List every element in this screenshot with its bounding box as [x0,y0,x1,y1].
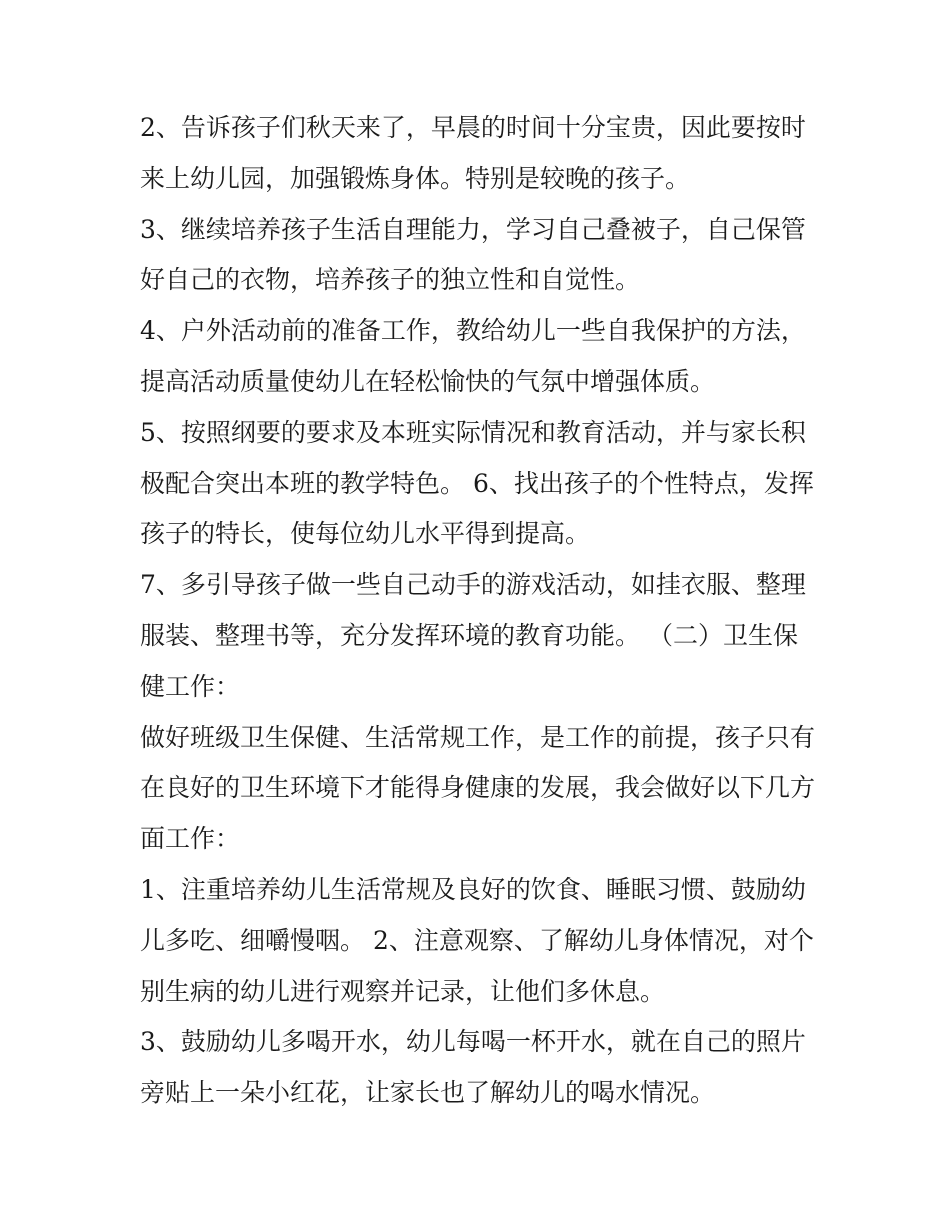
text-line: 在良好的卫生环境下才能得身健康的发展，我会做好以下几方 [140,773,816,803]
paragraph-item-7 [140,560,820,712]
text-line: 服装、整理书等，充分发挥环境的教育功能。 （二）卫生保 [140,620,798,650]
paragraph-health-intro [140,713,820,865]
text-line: 极配合突出本班的教学特色。 6、找出孩子的个性特点，发挥 [140,468,814,498]
paragraph-item-3 [140,205,820,307]
paragraph-health-item-3 [140,1017,820,1119]
text-line: 1、注重培养幼儿生活常规及良好的饮食、睡眠习惯、鼓励幼 [140,874,806,904]
paragraph-item-2 [140,103,820,205]
text-line: 5、按照纲要的要求及本班实际情况和教育活动，并与家长积 [140,417,806,447]
paragraph-health-item-1-2 [140,865,820,1017]
text-line: 7、多引导孩子做一些自己动手的游戏活动，如挂衣服、整理 [140,570,806,600]
text-line: 孩子的特长，使每位幼儿水平得到提高。 [140,519,591,549]
text-line: 面工作： [140,824,241,854]
text-line: 别生病的幼儿进行观察并记录，让他们多休息。 [140,976,666,1006]
text-line: 3、鼓励幼儿多喝开水，幼儿每喝一杯开水，就在自己的照片 [140,1027,806,1057]
text-line: 好自己的衣物，培养孩子的独立性和自觉性。 [140,265,641,295]
text-line: 旁贴上一朵小红花，让家长也了解幼儿的喝水情况。 [140,1078,716,1108]
text-line: 做好班级卫生保健、生活常规工作，是工作的前提，孩子只有 [140,722,816,752]
text-line: 健工作： [140,671,241,701]
text-line: 2、告诉孩子们秋天来了，早晨的时间十分宝贵，因此要按时 [140,113,806,142]
text-line: 儿多吃、细嚼慢咽。 2、注意观察、了解幼儿身体情况，对个 [140,925,814,955]
text-line: 提高活动质量使幼儿在轻松愉快的气氛中增强体质。 [140,366,716,396]
text-line: 3、继续培养孩子生活自理能力，学习自己叠被子，自己保管 [140,214,806,244]
paragraph-item-5-6 [140,408,820,560]
text-line: 4、户外活动前的准备工作，教给幼儿一些自我保护的方法， [140,316,806,346]
text-line: 来上幼儿园，加强锻炼身体。特别是较晚的孩子。 [140,163,691,193]
paragraph-item-4 [140,306,820,408]
document-body [140,103,820,1119]
